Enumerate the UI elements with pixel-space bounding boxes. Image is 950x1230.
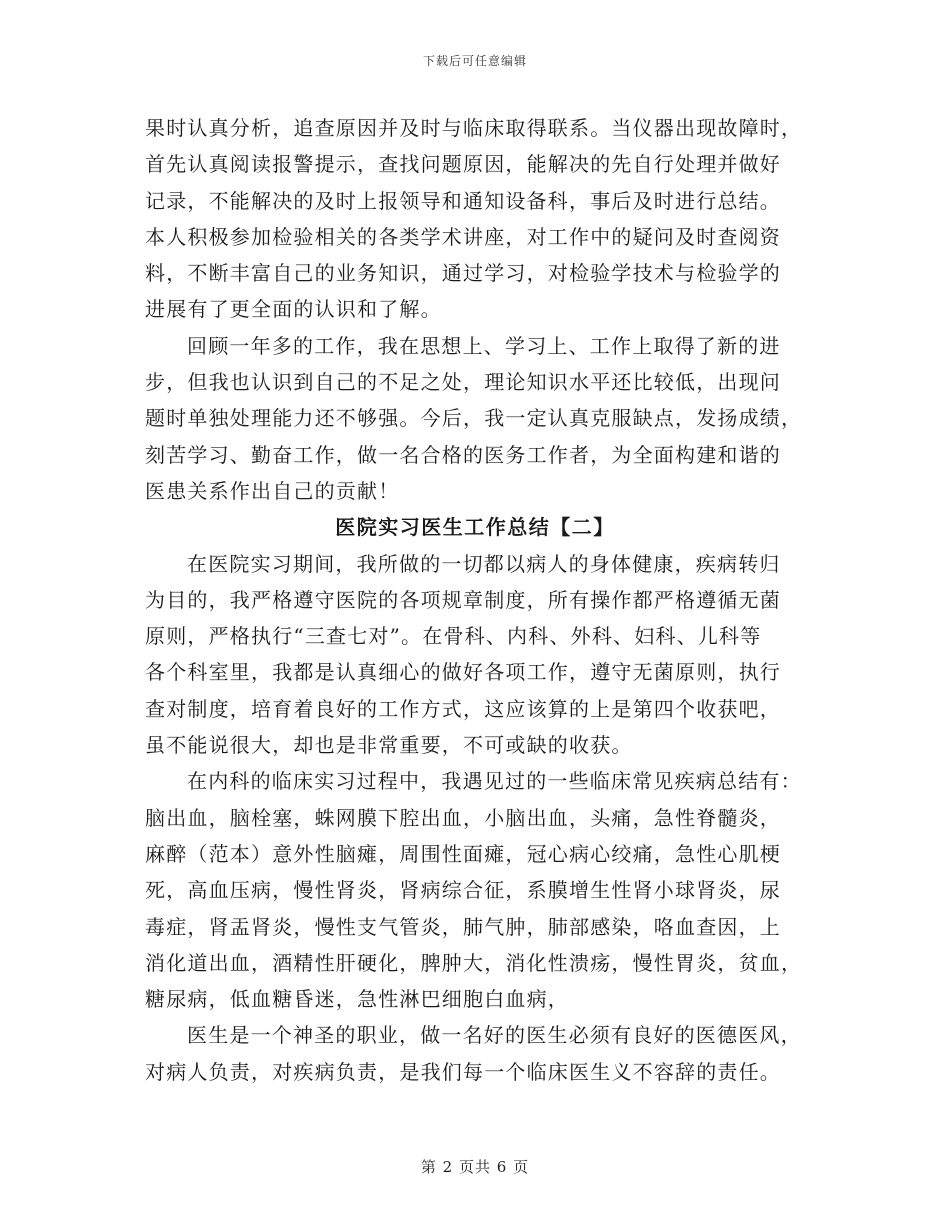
text-line: 对病人负责，对疾病负责，是我们每一个临床医生义不容辞的责任。 xyxy=(145,1059,781,1084)
text-line: 查对制度，培育着良好的工作方式，这应该算的上是第四个收获吧， xyxy=(145,696,781,721)
text-line: 麻醉（范本）意外性脑瘫，周围性面瘫，冠心病心绞痛，急性心肌梗 xyxy=(145,841,781,866)
text-line: 回顾一年多的工作，我在思想上、学习上、工作上取得了新的进 xyxy=(187,333,781,358)
text-line: 本人积极参加检验相关的各类学术讲座，对工作中的疑问及时查阅资 xyxy=(145,224,781,249)
text-line: 步，但我也认识到自己的不足之处，理论知识水平还比较低，出现问 xyxy=(145,370,781,395)
text-line: 在内科的临床实习过程中，我遇见过的一些临床常见疾病总结有： xyxy=(187,769,802,794)
text-line: 在医院实习期间，我所做的一切都以病人的身体健康，疾病转归 xyxy=(187,551,781,576)
text-line: 医生是一个神圣的职业，做一名好的医生必须有良好的医德医风， xyxy=(187,1023,802,1048)
page-number-footer: 第 2 页共 6 页 xyxy=(420,1158,530,1176)
text-line: 首先认真阅读报警提示，查找问题原因，能解决的先自行处理并做好 xyxy=(145,152,781,177)
text-line: 料，不断丰富自己的业务知识，通过学习，对检验学技术与检验学的 xyxy=(145,261,781,286)
text-line: 死，高血压病，慢性肾炎，肾病综合征，系膜增生性肾小球肾炎，尿 xyxy=(145,878,781,903)
text-line: 医患关系作出自己的贡献！ xyxy=(145,478,400,503)
text-line: 题时单独处理能力还不够强。今后，我一定认真克服缺点，发扬成绩， xyxy=(145,406,803,431)
document-body xyxy=(145,110,805,1090)
text-line: 果时认真分析，追查原因并及时与临床取得联系。当仪器出现故障时， xyxy=(145,116,803,140)
text-line: 记录，不能解决的及时上报领导和通知设备科，事后及时进行总结。 xyxy=(145,188,781,213)
text-line: 为目的，我严格遵守医院的各项规章制度，所有操作都严格遵循无菌 xyxy=(145,587,781,612)
text-line: 消化道出血，酒精性肝硬化，脾肿大，消化性溃疡，慢性胃炎，贫血， xyxy=(145,950,803,975)
text-line: 脑出血，脑栓塞，蛛网膜下腔出血，小脑出血，头痛，急性脊髓炎， xyxy=(145,805,781,830)
text-line: 毒症，肾盂肾炎，慢性支气管炎，肺气肿，肺部感染，咯血查因，上 xyxy=(145,914,781,939)
text-line: 各个科室里，我都是认真细心的做好各项工作，遵守无菌原则，执行 xyxy=(145,660,781,685)
section-title: 医院实习医生工作总结【二】 xyxy=(335,515,615,540)
text-line: 刻苦学习、勤奋工作，做一名合格的医务工作者，为全面构建和谐的 xyxy=(145,442,781,467)
text-line: 进展有了更全面的认识和了解。 xyxy=(145,297,442,322)
text-line: 虽不能说很大，却也是非常重要，不可或缺的收获。 xyxy=(145,733,633,758)
page-header: 下载后可任意编辑 xyxy=(422,54,527,68)
text-line: 原则，严格执行“三查七对”。在骨科、内科、外科、妇科、儿科等 xyxy=(145,624,762,649)
text-line: 糖尿病，低血糖昏迷，急性淋巴细胞白血病， xyxy=(145,987,569,1012)
